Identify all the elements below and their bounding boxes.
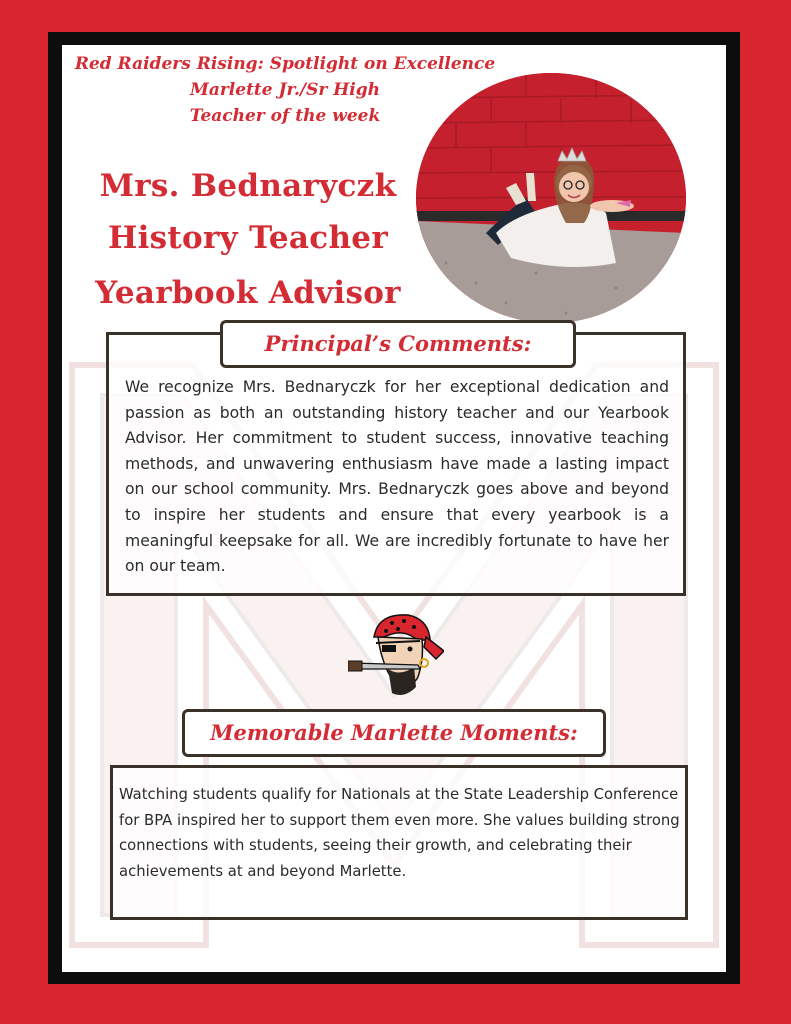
principal-comments-box: [106, 332, 686, 596]
header-title: Red Raiders Rising: Spotlight on Excellence: [74, 54, 496, 74]
teacher-photo: [416, 73, 686, 323]
teacher-name: Mrs. Bednaryczk: [99, 168, 397, 204]
memorable-moments-box: [110, 765, 688, 920]
teacher-role-yearbook: Yearbook Advisor: [95, 275, 401, 311]
principal-comments-heading: Principal’s Comments:: [220, 320, 576, 368]
header-school: Marlette Jr./Sr High: [190, 80, 380, 100]
memorable-moments-text: Watching students qualify for Nationals at the State Leadership Conference for BPA inspired her to support them even more. She values building strong connections with students, seeing their growth, and celebrating their achievements at and beyond Marlette.: [119, 786, 680, 880]
header-subtitle: Teacher of the week: [189, 106, 381, 126]
memorable-moments-heading: Memorable Marlette Moments:: [182, 709, 606, 757]
red-raider-pirate-icon: [348, 607, 444, 703]
teacher-role-history: History Teacher: [108, 220, 388, 256]
principal-comments-text: We recognize Mrs. Bednaryczk for her exceptional dedication and passion as both an outstanding history teacher and our Yearbook Advisor. Her commitment to student success, innovative teaching methods, and unwavering enthusiasm have made a lasting impact on our school community. Mrs. Bednaryczk goes above and beyond to inspire her students and ensure that every yearbook is a meaningful keepsake for all. We are incredibly fortunate to have her on our team.: [125, 378, 669, 576]
flyer-page: [62, 45, 726, 972]
